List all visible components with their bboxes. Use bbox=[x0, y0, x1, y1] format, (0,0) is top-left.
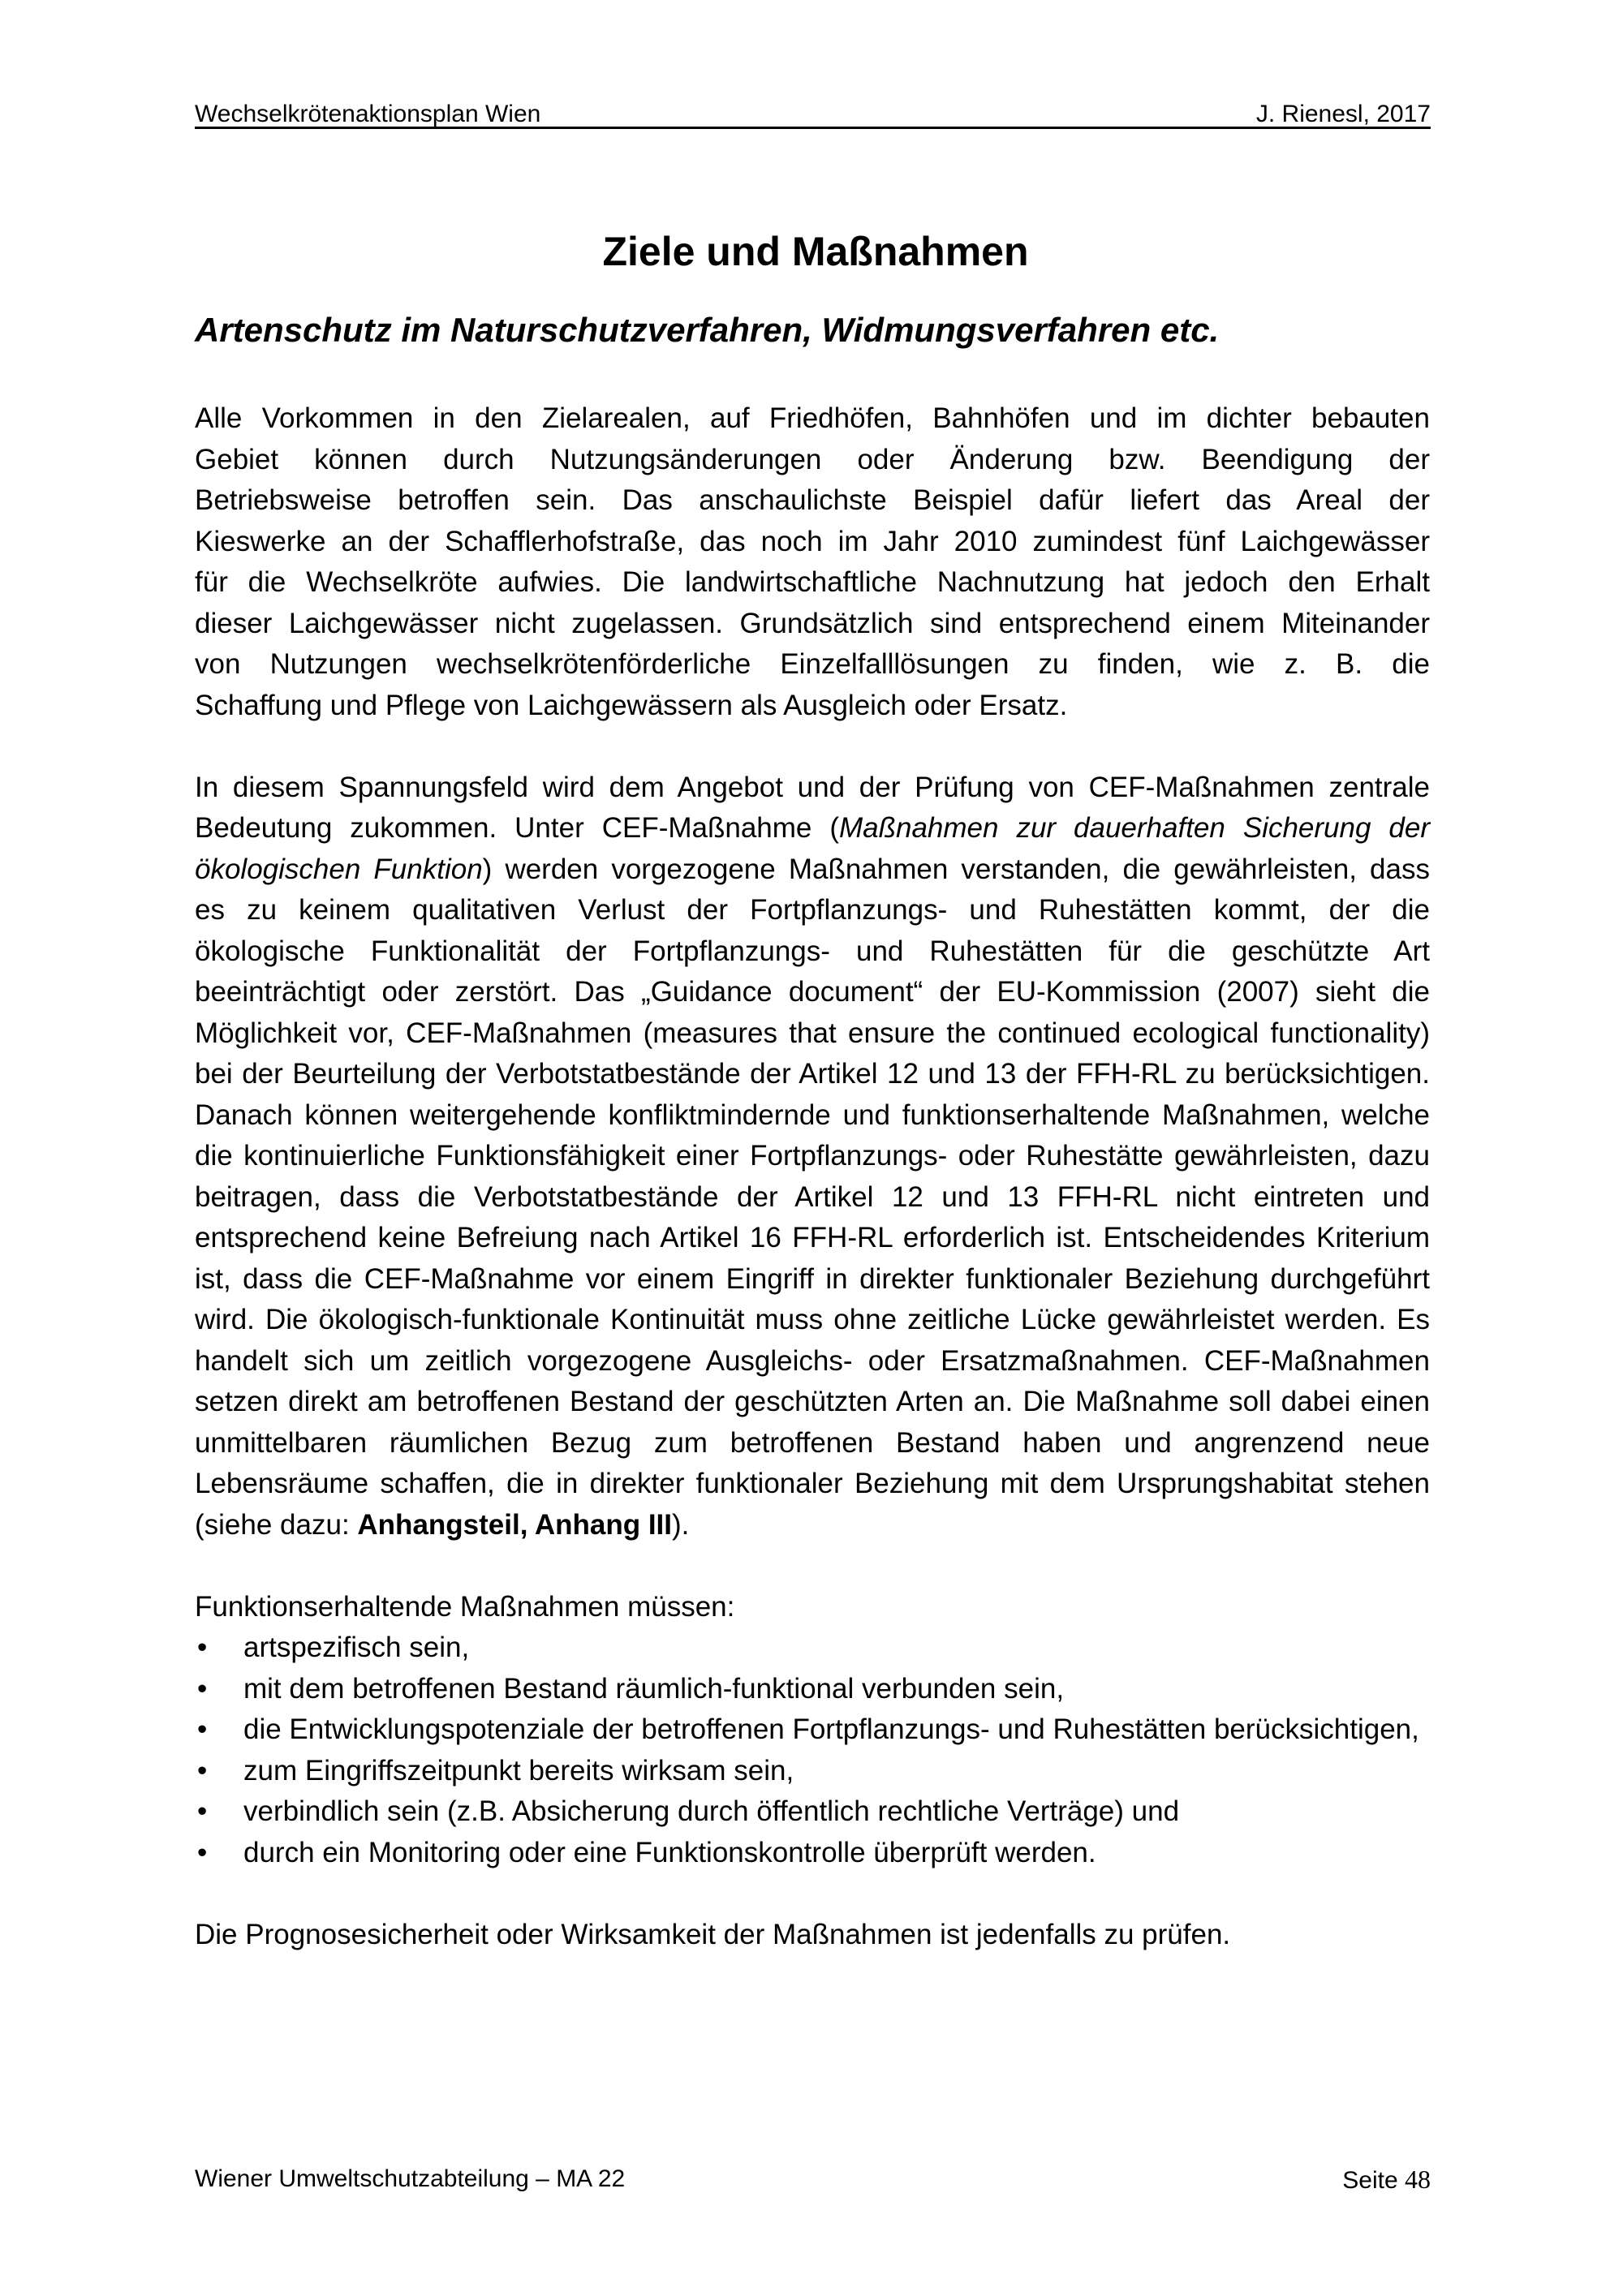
bullet-icon: • bbox=[197, 1795, 208, 1827]
body-text bbox=[195, 398, 1430, 1955]
bullet-icon: • bbox=[197, 1632, 208, 1663]
text-line bbox=[195, 562, 1430, 604]
text-segment: ökologische Funktionalität der Fortpflanzungs- und Ruhestätten für die geschützte Art bbox=[195, 935, 1430, 967]
paragraphs bbox=[195, 398, 1430, 1587]
list-item bbox=[195, 1709, 1430, 1751]
text-line bbox=[195, 480, 1430, 522]
italic-text: ökologischen Funktion bbox=[195, 853, 483, 885]
text-segment: wird. Die ökologisch-funktionale Kontinuität muss ohne zeitliche Lücke gewährleistet werden. Es bbox=[195, 1304, 1430, 1335]
text-segment: Betriebsweise betroffen sein. Das anschaulichste Beispiel dafür liefert das Areal der bbox=[195, 484, 1430, 516]
text-line bbox=[195, 849, 1430, 891]
text-line bbox=[195, 1300, 1430, 1341]
list-item-text: verbindlich sein (z.B. Absicherung durch öffentlich rechtliche Verträge) und bbox=[243, 1795, 1180, 1827]
text-line bbox=[195, 890, 1430, 931]
spacer bbox=[195, 1873, 1430, 1915]
text-line bbox=[195, 1505, 1430, 1546]
text-line bbox=[195, 1382, 1430, 1423]
text-segment: Gebiet können durch Nutzungsänderungen oder Änderung bzw. Beendigung der bbox=[195, 443, 1430, 475]
text-segment: von Nutzungen wechselkrötenförderliche Einzelfalllösungen zu finden, wie z. B. die bbox=[195, 648, 1430, 680]
list-item bbox=[195, 1627, 1430, 1669]
bullet-icon: • bbox=[197, 1713, 208, 1745]
bullet-list bbox=[195, 1627, 1430, 1873]
text-segment: handelt sich um zeitlich vorgezogene Ausgleichs- oder Ersatzmaßnahmen. CEF-Maßnahmen bbox=[195, 1344, 1430, 1377]
text-segment: Möglichkeit vor, CEF-Maßnahmen (measures that ensure the continued ecological functionality) bbox=[195, 1017, 1430, 1049]
text-line bbox=[195, 686, 1430, 727]
bold-reference: Anhangsteil, Anhang III bbox=[357, 1508, 673, 1541]
page-title: Ziele und Maßnahmen bbox=[602, 229, 1029, 274]
list-item bbox=[195, 1751, 1430, 1792]
list-item bbox=[195, 1669, 1430, 1710]
paragraph bbox=[195, 767, 1430, 1546]
text-line bbox=[195, 440, 1430, 481]
text-line bbox=[195, 808, 1430, 849]
list-item bbox=[195, 1833, 1430, 1874]
text-line bbox=[195, 1095, 1430, 1137]
text-line bbox=[195, 1136, 1430, 1177]
text-line bbox=[195, 1464, 1430, 1505]
italic-text: Maßnahmen zur dauerhaften Sicherung bbox=[839, 812, 1371, 844]
text-line bbox=[195, 522, 1430, 563]
footer-organization: Wiener Umweltschutzabteilung – MA 22 bbox=[195, 2165, 626, 2192]
page-number: 48 bbox=[1405, 2165, 1431, 2194]
italic-text: der bbox=[1371, 812, 1430, 844]
text-segment: Schaffung und Pflege von Laichgewässern als Ausgleich oder Ersatz. bbox=[195, 689, 1068, 721]
text-segment: Danach können weitergehende konfliktmindernde und funktionserhaltende Maßnahmen, welche bbox=[195, 1099, 1430, 1131]
list-item-text: mit dem betroffenen Bestand räumlich-funktional verbunden sein, bbox=[243, 1672, 1065, 1705]
text-segment: die kontinuierliche Funktionsfähigkeit einer Fortpflanzungs- oder Ruhestätte gewährleisten, dazu bbox=[195, 1140, 1430, 1172]
text-segment: beeinträchtigt oder zerstört. Das „Guidance document“ der EU-Kommission (2007) sieht die bbox=[195, 976, 1430, 1008]
paragraph-spacer bbox=[195, 1546, 1430, 1587]
page-header bbox=[195, 96, 1431, 129]
text-line bbox=[195, 1218, 1430, 1259]
bullet-icon: • bbox=[197, 1836, 208, 1868]
text-segment: ist, dass die CEF-Maßnahme vor einem Eingriff in direkter funktionaler Beziehung durchgeführt bbox=[195, 1262, 1430, 1295]
text-segment: beitragen, dass die Verbotstatbestände der Artikel 12 und 13 FFH-RL nicht eintreten und bbox=[195, 1180, 1430, 1213]
text-segment: dieser Laichgewässer nicht zugelassen. Grundsätzlich sind entsprechend einem Miteinander bbox=[195, 607, 1430, 639]
header-author-year: J. Rienesl, 2017 bbox=[1255, 101, 1431, 127]
text-line bbox=[195, 931, 1430, 973]
header-document-title: Wechselkrötenaktionsplan Wien bbox=[195, 101, 541, 127]
list-item-text: durch ein Monitoring oder eine Funktionskontrolle überprüft werden. bbox=[243, 1836, 1096, 1868]
text-line bbox=[195, 1341, 1430, 1382]
text-line bbox=[195, 398, 1430, 440]
bullet-icon: • bbox=[197, 1754, 208, 1786]
list-intro: Funktionserhaltende Maßnahmen müssen: bbox=[195, 1590, 735, 1623]
text-segment: bei der Beurteilung der Verbotstatbestände der Artikel 12 und 13 der FFH-RL zu berücksichtigen. bbox=[195, 1058, 1430, 1090]
paragraph bbox=[195, 398, 1430, 726]
bullet-icon: • bbox=[197, 1672, 208, 1705]
list-item-text: zum Eingriffszeitpunkt bereits wirksam sein, bbox=[243, 1754, 794, 1786]
text-line bbox=[195, 1259, 1430, 1301]
text-line bbox=[195, 644, 1430, 686]
text-line bbox=[195, 1013, 1430, 1055]
text-line bbox=[195, 767, 1430, 809]
text-line bbox=[195, 1423, 1430, 1464]
text-segment: In diesem Spannungsfeld wird dem Angebot und der Prüfung von CEF-Maßnahmen zentrale bbox=[195, 771, 1430, 803]
text-segment: Kieswerke an der Schafflerhofstraße, das noch im Jahr 2010 zumindest fünf Laichgewässer bbox=[195, 525, 1430, 557]
text-segment: Lebensräume schaffen, die in direkter funktionaler Beziehung mit dem Ursprungshabitat stehen bbox=[195, 1468, 1430, 1499]
text-segment: Alle Vorkommen in den Zielarealen, auf Friedhöfen, Bahnhöfen und im dichter bebauten bbox=[195, 402, 1430, 434]
text-segment: (siehe dazu: bbox=[195, 1508, 358, 1541]
closing-sentence: Die Prognosesicherheit oder Wirksamkeit der Maßnahmen ist jedenfalls zu prüfen. bbox=[195, 1918, 1231, 1950]
paragraph-spacer bbox=[195, 726, 1430, 767]
list-item-text: die Entwicklungspotenziale der betroffenen Fortpflanzungs- und Ruhestätten berücksichtigen, bbox=[243, 1713, 1419, 1745]
text-line bbox=[195, 1177, 1430, 1219]
text-segment: entsprechend keine Befreiung nach Artikel 16 FFH-RL erforderlich ist. Entscheidendes Kriterium bbox=[195, 1222, 1430, 1253]
footer-page-indicator bbox=[1342, 2163, 1431, 2197]
text-segment: es zu keinem qualitativen Verlust der Fortpflanzungs- und Ruhestätten kommt, der die bbox=[195, 894, 1430, 926]
text-line bbox=[195, 1054, 1430, 1095]
text-line bbox=[195, 972, 1430, 1013]
text-segment: ). bbox=[672, 1508, 690, 1541]
text-segment: setzen direkt am betroffenen Bestand der geschützten Arten an. Die Maßnahme soll dabei einen bbox=[195, 1386, 1430, 1417]
text-line bbox=[195, 604, 1430, 645]
section-heading: Artenschutz im Naturschutzverfahren, Widmungsverfahren etc. bbox=[195, 311, 1220, 349]
text-segment: Bedeutung zukommen. Unter CEF-Maßnahme ( bbox=[195, 812, 839, 844]
text-segment: unmittelbaren räumlichen Bezug zum betroffenen Bestand haben und angrenzend neue bbox=[195, 1426, 1430, 1459]
list-item bbox=[195, 1791, 1430, 1833]
text-segment: für die Wechselkröte aufwies. Die landwirtschaftliche Nachnutzung hat jedoch den Erhalt bbox=[195, 566, 1430, 598]
page-label: Seite bbox=[1342, 2167, 1398, 2194]
text-segment: ) werden vorgezogene Maßnahmen verstanden, die gewährleisten, dass bbox=[482, 853, 1430, 885]
list-item-text: artspezifisch sein, bbox=[243, 1632, 470, 1663]
